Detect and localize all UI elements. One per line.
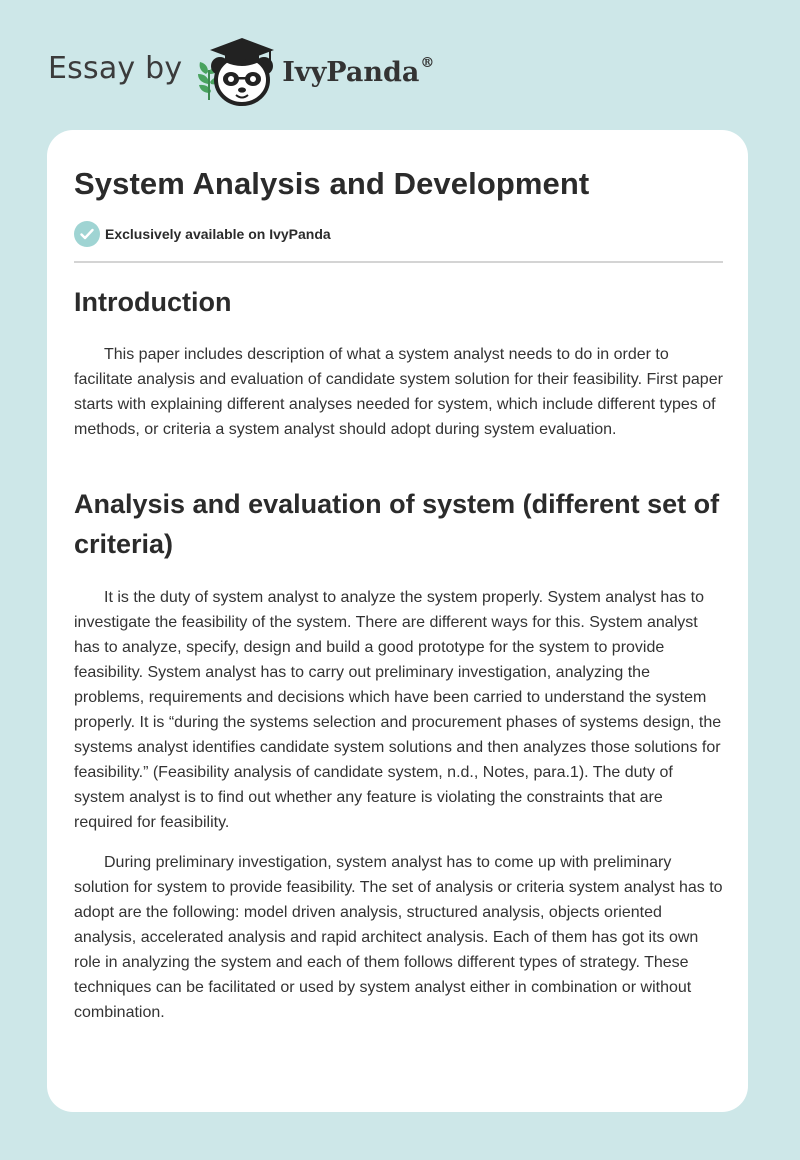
check-circle-icon [74, 221, 100, 247]
essay-card [47, 130, 748, 1112]
panda-logo-icon[interactable] [192, 30, 288, 110]
section-heading: Introduction [74, 287, 232, 317]
brand-name[interactable]: IvyPanda® [282, 54, 435, 88]
badge-text: Exclusively available on IvyPanda [105, 226, 331, 242]
paragraph: This paper includes description of what a system analyst needs to do in order to facilitate analysis and evaluation of candidate system solution for their feasibility. First paper starts with explaining different analyses needed for system, which include different types of methods, or criteria a system analyst should adopt during system evaluation. [74, 346, 723, 438]
section-heading: Analysis and evaluation of system (different set of criteria) [74, 489, 720, 559]
registered-mark: ® [420, 54, 435, 71]
paragraph: During preliminary investigation, system analyst has to come up with preliminary solution for system to provide feasibility. The set of analysis or criteria system analyst has to adopt are the following: model driven analysis, structured analysis, objects oriented analysis, accelerated analysis and rapid architect analysis. Each of them has got its own role in analyzing the system and each of them follows different types of strategy. These techniques can be facilitated or used by system analyst either in combination or without combination. [74, 854, 723, 1021]
divider [74, 261, 723, 263]
paragraph: It is the duty of system analyst to analyze the system properly. System analyst has to investigate the feasibility of the system. There are different ways for this. System analyst has to analyze, specify, design and build a good prototype for the system to provide feasibility. System analyst has to carry out preliminary investigation, analyzing the problems, requirements and decisions which have been carried to understand the system properly. It is “during the systems selection and procurement phases of systems design, the systems analyst identifies candidate system solutions and then analyzes those solutions for feasibility.” (Feasibility analysis of candidate system, n.d., Notes, para.1). The duty of system analyst is to find out whether any feature is violating the constraints that are required for feasibility. [74, 589, 722, 831]
brand-prefix: Essay by [48, 50, 183, 86]
exclusive-badge [74, 221, 331, 247]
page-title: System Analysis and Development [74, 166, 590, 201]
site-header [48, 30, 434, 110]
